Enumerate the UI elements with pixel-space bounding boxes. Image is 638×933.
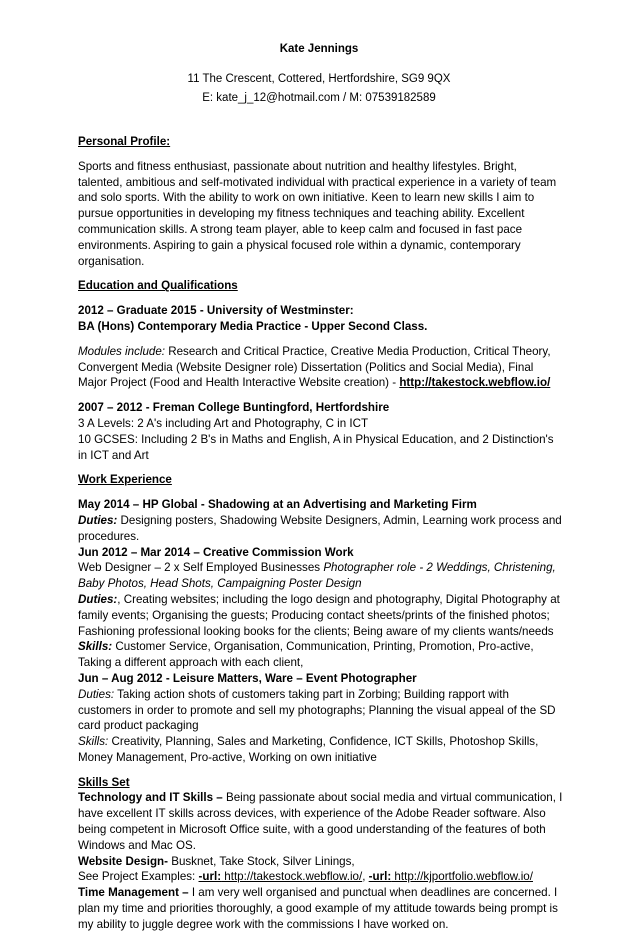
modules-paragraph <box>78 344 563 391</box>
job1-duties-label: Duties: <box>78 513 118 527</box>
job2-role-italic: Photographer role - 2 Weddings, Christening, Baby Photos, Head Shots, Campaigning Poster Design <box>78 561 556 591</box>
job3-duties-label: Duties: <box>78 687 115 701</box>
website-design-text: Busknet, Take Stock, Silver Linings, <box>167 854 355 868</box>
profile-heading: Personal Profile: <box>78 135 171 148</box>
project-examples <box>78 869 563 885</box>
job3-skills <box>78 734 563 766</box>
job2-role <box>78 560 563 592</box>
job2-duties-label: Duties: <box>78 592 118 606</box>
it-skills <box>78 790 563 853</box>
candidate-name: Kate Jennings <box>279 43 359 55</box>
project-examples-text: See Project Examples: <box>78 870 199 884</box>
contact-line: E: kate_j_12@hotmail.com / M: 07539182589 <box>202 92 436 104</box>
university-dates: 2012 – Graduate 2015 - University of Westminster: <box>78 304 354 318</box>
portfolio-link[interactable]: http://kjportfolio.webflow.io/ <box>391 870 533 884</box>
job2-duties <box>78 592 563 639</box>
cv-header <box>0 40 638 108</box>
college-heading: 2007 – 2012 - Freman College Buntingford, Hertfordshire <box>78 401 390 415</box>
cv-body <box>78 134 563 933</box>
job2-skills-text: Customer Service, Organisation, Communication, Printing, Promotion, Pro-active, Taking a different approach with each client, <box>78 640 534 670</box>
profile-text: Sports and fitness enthusiast, passionate about nutrition and healthy lifestyles. Bright, talented, ambitious and self-motivated individual with practical experience in a variety of team and solo sports. With the ability to work on own initiative. Keen to learn new skills I aim to pursue opportunities in developing my fitness techniques and teaching ability. Excellent communication skills. A strong team player, able to keep calm and focused in fast pace environments. Aspiring to gain a physical focused role within a dynamic, contemporary organisation. <box>78 159 557 268</box>
takestock-link[interactable]: http://takestock.webflow.io/ <box>221 870 363 884</box>
gcses: 10 GCSES: Including 2 B's in Maths and English, A in Physical Education, and 2 Distinction's in ICT and Art <box>78 432 554 462</box>
job1-title: May 2014 – HP Global - Shadowing at an Advertising and Marketing Firm <box>78 498 477 512</box>
education-heading: Education and Qualifications <box>78 279 238 293</box>
job2-skills <box>78 639 563 671</box>
skills-heading: Skills Set <box>78 775 130 789</box>
url-label-1: -url: <box>198 870 222 884</box>
job1-duties-text: Designing posters, Shadowing Website Designers, Admin, Learning work process and procedures. <box>78 513 562 543</box>
time-management <box>78 885 563 932</box>
time-management-label: Time Management – <box>78 886 189 900</box>
job3-duties-text: Taking action shots of customers taking part in Zorbing; Building rapport with customers in order to promote and sell my photographs; Planning the visual appeal of the SD card product packaging <box>78 687 556 733</box>
job3-skills-label: Skills: <box>78 735 109 749</box>
job3-title: Jun – Aug 2012 - Leisure Matters, Ware – Event Photographer <box>78 671 417 685</box>
it-skills-label: Technology and IT Skills – <box>78 791 223 805</box>
a-levels: 3 A Levels: 2 A's including Art and Photography, C in ICT <box>78 416 369 430</box>
modules-label: Modules include: <box>78 344 166 358</box>
job1-duties <box>78 513 563 545</box>
it-skills-text: Being passionate about social media and virtual communication, I have excellent IT skills across devices, with experience of the Adobe Reader software. Also being competent in Microsoft Office suite, with a good understanding of the features of both Windows and Mac OS. <box>78 791 563 852</box>
job2-role-text: Web Designer – 2 x Self Employed Businesses <box>78 561 324 575</box>
job3-duties <box>78 687 563 734</box>
url-label-2: -url: <box>368 870 392 884</box>
modules-text: Research and Critical Practice, Creative Media Production, Critical Theory, Convergent Media (Website Designer role) Dissertation (Politics and Social Media), Final Major Project (Food and Health Interactive Website creation) - <box>78 344 551 390</box>
url-separator: , <box>362 870 369 884</box>
final-project-link[interactable]: http://takestock.webflow.io/ <box>399 376 551 390</box>
job3-skills-text: Creativity, Planning, Sales and Marketing, Confidence, ICT Skills, Photoshop Skills, Money Management, Pro-active, Working on own initiative <box>78 735 539 764</box>
job2-title: Jun 2012 – Mar 2014 – Creative Commission Work <box>78 545 354 559</box>
job2-skills-label: Skills: <box>78 640 113 654</box>
work-heading: Work Experience <box>78 473 172 487</box>
degree-title: BA (Hons) Contemporary Media Practice - Upper Second Class. <box>78 319 428 333</box>
time-management-text: I am very well organised and punctual when deadlines are concerned. I plan my time and priorities thoroughly, a good example of my attitude towards being prompt is my ability to juggle degree work with the commissions I have worked on. <box>78 886 558 931</box>
website-design <box>78 854 563 870</box>
website-design-label: Website Design- <box>78 854 168 868</box>
address-line: 11 The Crescent, Cottered, Hertfordshire, SG9 9QX <box>187 73 451 85</box>
job2-duties-text: , Creating websites; including the logo design and photography, Digital Photography at family events; Organising the guests; Producing contact sheets/prints of the finished photos; Fashioning professional looking books for the clients; Being aware of my clients wants/needs <box>78 592 560 638</box>
